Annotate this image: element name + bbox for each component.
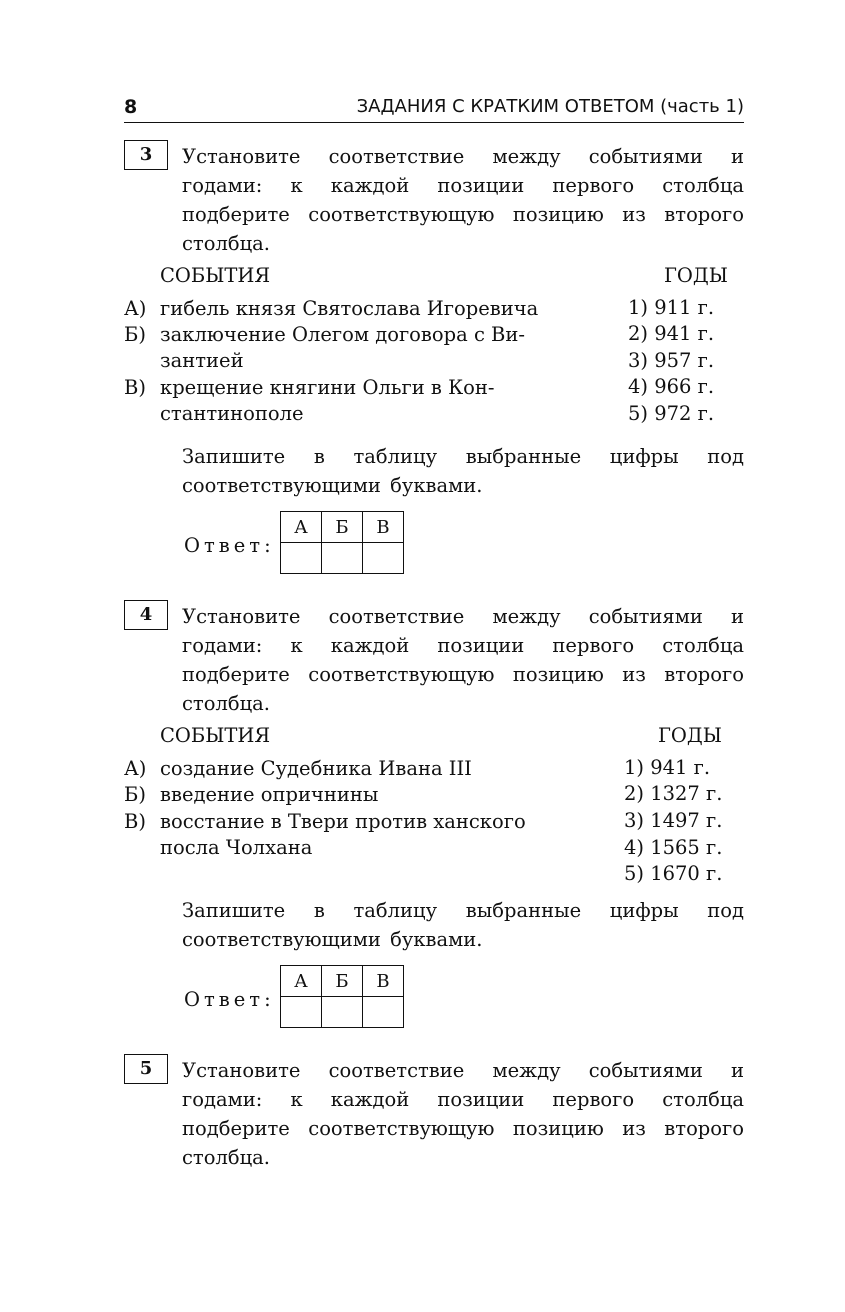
event-letter: Б) [124, 783, 146, 806]
task-3 [124, 140, 744, 580]
task-4 [124, 600, 744, 1040]
answer-cell-b[interactable] [322, 543, 363, 574]
event-letter: А) [124, 757, 147, 780]
year-option: 4) 966 г. [628, 375, 715, 398]
events-header: СОБЫТИЯ [160, 264, 271, 287]
answer-header-b: Б [322, 512, 363, 543]
events-header: СОБЫТИЯ [160, 724, 271, 747]
event-text: гибель князя Святослава Игоревича [160, 297, 539, 320]
event-letter: Б) [124, 323, 146, 346]
answer-cell-a[interactable] [281, 997, 322, 1028]
year-option: 3) 1497 г. [624, 809, 723, 832]
task-number: 5 [124, 1054, 168, 1084]
write-instruction: Запишите в таблицу выбранные цифры под соответствующими буквами. [182, 899, 744, 951]
task-instruction: Установите соответствие между событиями и годами: к каждой позиции первого столбца подберите соответствующую позицию из второго столбца. [182, 1059, 744, 1169]
answer-label: Ответ: [184, 988, 275, 1011]
event-letter: В) [124, 376, 146, 399]
answer-table [280, 965, 404, 1028]
event-text-continued: посла Чолхана [160, 836, 313, 859]
answer-header-v: В [363, 512, 404, 543]
answer-header-v: В [363, 966, 404, 997]
event-text: введение опричнины [160, 783, 379, 806]
write-instruction: Запишите в таблицу выбранные цифры под соответствующими буквами. [182, 445, 744, 497]
years-header: ГОДЫ [664, 264, 728, 287]
event-text: восстание в Твери против ханского [160, 810, 526, 833]
task-instruction: Установите соответствие между событиями и годами: к каждой позиции первого столбца подберите соответствующую позицию из второго столбца. [182, 145, 744, 255]
event-item [124, 375, 495, 402]
event-item [124, 782, 378, 809]
task-5 [124, 1054, 744, 1184]
event-item [124, 809, 526, 836]
answer-header-a: А [281, 966, 322, 997]
year-option: 2) 941 г. [628, 322, 715, 345]
year-option: 5) 1670 г. [624, 862, 723, 885]
answer-header-a: А [281, 512, 322, 543]
section-title: ЗАДАНИЯ С КРАТКИМ ОТВЕТОМ (часть 1) [356, 96, 744, 117]
event-text: создание Судебника Ивана III [160, 757, 472, 780]
page-number: 8 [124, 96, 138, 118]
answer-cell-v[interactable] [363, 543, 404, 574]
event-text: заключение Олегом договора с Ви- [160, 323, 525, 346]
event-item [124, 322, 525, 349]
year-option: 3) 957 г. [628, 349, 715, 372]
answer-table [280, 511, 404, 574]
event-item [124, 756, 472, 783]
answer-label: Ответ: [184, 534, 275, 557]
answer-header-b: Б [322, 966, 363, 997]
answer-cell-a[interactable] [281, 543, 322, 574]
page-header [124, 96, 744, 123]
event-item [124, 296, 538, 323]
year-option: 1) 941 г. [624, 756, 711, 779]
task-instruction: Установите соответствие между событиями и годами: к каждой позиции первого столбца подберите соответствующую позицию из второго столбца. [182, 605, 744, 715]
year-option: 5) 972 г. [628, 402, 715, 425]
event-letter: В) [124, 810, 146, 833]
task-number: 3 [124, 140, 168, 170]
year-option: 2) 1327 г. [624, 782, 723, 805]
answer-cell-v[interactable] [363, 997, 404, 1028]
answer-cell-b[interactable] [322, 997, 363, 1028]
years-header: ГОДЫ [658, 724, 722, 747]
event-letter: А) [124, 297, 147, 320]
event-text-continued: стантинополе [160, 402, 304, 425]
task-number: 4 [124, 600, 168, 630]
year-option: 1) 911 г. [628, 296, 715, 319]
event-text: крещение княгини Ольги в Кон- [160, 376, 495, 399]
event-text-continued: зантией [160, 349, 244, 372]
year-option: 4) 1565 г. [624, 836, 723, 859]
